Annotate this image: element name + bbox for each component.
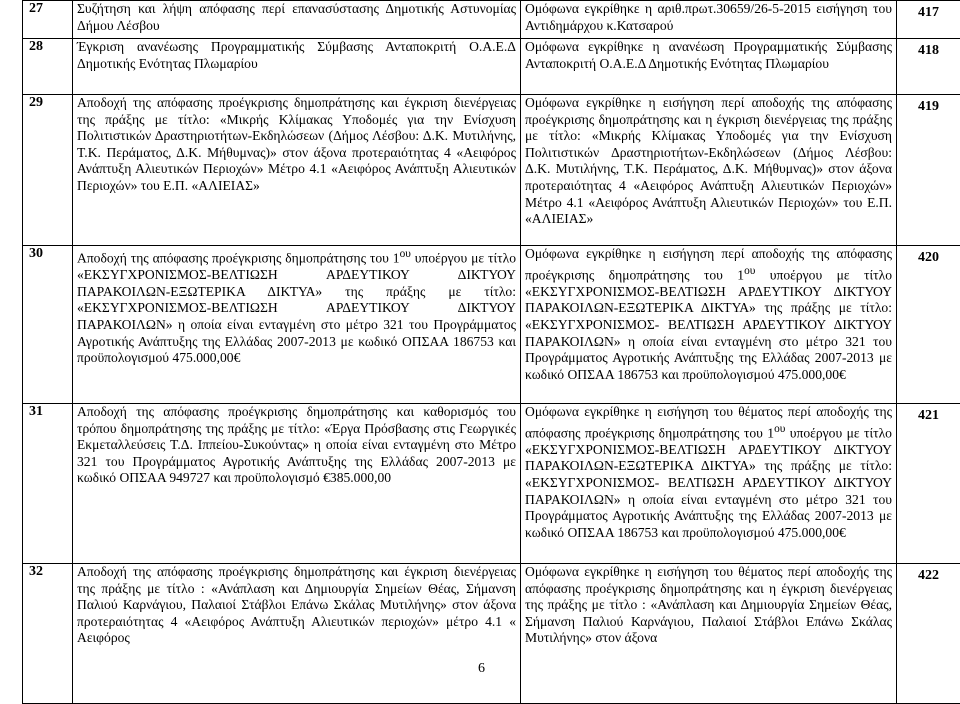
subject-cell: Έγκριση ανανέωσης Προγραμματικής Σύμβασης Ανταποκριτή Ο.Α.Ε.Δ Δημοτικής Ενότητας Πλωμαρίου: [73, 39, 521, 95]
table-row: [23, 404, 960, 564]
decision-code: 421: [897, 404, 960, 564]
subject-cell: [73, 246, 521, 404]
subject-cell: Αποδοχή της απόφασης προέγκρισης δημοπράτησης και έγκριση διενέργειας της πράξης με τίτλο : «Ανάπλαση και Δημιουργία Σημείων Θέας, Σήμανση Παλιού Καρνάγιου, Παλαιοί Στάβλοι Επάνω Σκάλας Μυτιλήνης» στον άξονα προτεραιότητας 4 «Αειφόρος Ανάπτυξη Αλιευτικών περιοχών» μέτρο 4.1 « Αειφόρος: [73, 564, 521, 704]
table-row: [23, 564, 960, 704]
decision-cell: Ομόφωνα εγκρίθηκε η εισήγηση περί αποδοχής της απόφασης προέγκρισης δημοπράτησης και η έγκριση διενέργειας της πράξης με τίτλο: «Μικρής Κλίμακας Υποδομές για την Ενίσχυση Πολιτιστικών Δραστηριοτήτων-Εκδηλώσεων (Δήμος Λέσβου: Δ.Κ. Μυτιλήνης, Τ.Κ. Περάματος, Δ.Κ. Μήθυμνας)» στον άξονα προτεραιότητας 4 «Αειφόρος Ανάπτυξη Αλιευτικών Περιοχών» Μέτρο 4.1 «Αειφόρος Ανάπτυξη Αλιευτικών Περιοχών» του Ε.Π. «ΑΛΙΕΙΑΣ»: [521, 95, 897, 246]
table-row: [23, 246, 960, 404]
ordinal-superscript: ου: [400, 248, 411, 260]
decision-cell: Ομόφωνα εγκρίθηκε η ανανέωση Προγραμματικής Σύμβασης Ανταποκριτή Ο.Α.Ε.Δ Δημοτικής Ενότητας Πλωμαρίου: [521, 39, 897, 95]
decision-cell: Ομόφωνα εγκρίθηκε η αριθ.πρωτ.30659/26-5-2015 εισήγηση του Αντιδημάρχου κ.Κατσαρού: [521, 1, 897, 39]
decision-code: 417: [897, 1, 960, 39]
subject-cell: Συζήτηση και λήψη απόφασης περί επανασύστασης Δημοτικής Αστυνομίας Δήμου Λέσβου: [73, 1, 521, 39]
subject-text: Αποδοχή της απόφασης προέγκρισης δημοπράτησης του 1: [77, 251, 400, 266]
table-row: [23, 95, 960, 246]
row-number: 31: [23, 404, 73, 564]
decision-code: 422: [897, 564, 960, 704]
subject-cell: Αποδοχή της απόφασης προέγκρισης δημοπράτησης και έγκριση διενέργειας της πράξης με τίτλο: «Μικρής Κλίμακας Υποδομές για την Ενίσχυση Πολιτιστικών Δραστηριοτήτων-Εκδηλώσεων (Δήμος Λέσβου: Δ.Κ. Μυτιλήνης, Τ.Κ. Περάματος, Δ.Κ. Μήθυμνας)» στον άξονα προτεραιότητας 4 «Αειφόρος Ανάπτυξη Αλιευτικών Περιοχών» Μέτρο 4.1 «Αειφόρος Ανάπτυξη Αλιευτικών Περιοχών» του Ε.Π. «ΑΛΙΕΙΑΣ»: [73, 95, 521, 246]
table-row: [23, 1, 960, 39]
row-number: 29: [23, 95, 73, 246]
row-number: 28: [23, 39, 73, 95]
table-row: [23, 39, 960, 95]
row-number: 32: [23, 564, 73, 704]
decision-text: υποέργου με τίτλο «ΕΚΣΥΓΧΡΟΝΙΣΜΟΣ-ΒΕΛΤΙΩΣΗ ΑΡΔΕΥΤΙΚΟΥ ΔΙΚΤΥΟΥ ΠΑΡΑΚΟΙΛΩΝ-ΕΞΩΤΕΡΙΚΑ ΔΙΚΤΥΑ» της πράξης με τίτλο: «ΕΚΣΥΓΧΡΟΝΙΣΜΟΣ- ΒΕΛΤΙΩΣΗ ΑΡΔΕΥΤΙΚΟΥ ΔΙΚΤΥΟΥ ΠΑΡΑΚΟΙΛΩΝ» η οποία είναι ενταγμένη στο μέτρο 321 του Προγράμματος Αγροτικής Ανάπτυξης της Ελλάδας 2007-2013 με κωδικό ΟΠΣΑΑ 186753 και προϋπολογισμού 475.000,00€: [525, 425, 892, 540]
decision-code: 420: [897, 246, 960, 404]
decision-text: Ομόφωνα εγκρίθηκε η εισήγηση του θέματος περί αποδοχής της απόφασης προέγκρισης δημοπράτησης του 1: [525, 404, 892, 440]
subject-text: υποέργου με τίτλο «ΕΚΣΥΓΧΡΟΝΙΣΜΟΣ-ΒΕΛΤΙΩΣΗ ΑΡΔΕΥΤΙΚΟΥ ΔΙΚΤΥΟΥ ΠΑΡΑΚΟΙΛΩΝ-ΕΞΩΤΕΡΙΚΑ ΔΙΚΤΥΑ» της πράξης με τίτλο: «ΕΚΣΥΓΧΡΟΝΙΣΜΟΣ-ΒΕΛΤΙΩΣΗ ΑΡΔΕΥΤΙΚΟΥ ΔΙΚΤΥΟΥ ΠΑΡΑΚΟΙΛΩΝ» η οποία είναι ενταγμένη στο μέτρο 321 του Προγράμματος Αγροτικής Ανάπτυξης της Ελλάδας 2007-2013 με κωδικό ΟΠΣΑΑ 186753 και προϋπολογισμού 475.000,00€: [77, 251, 516, 366]
decision-text: Ομόφωνα εγκρίθηκε η εισήγηση περί αποδοχής της απόφασης προέγκρισης δημοπράτησης του 1: [525, 246, 892, 282]
ordinal-superscript: ου: [774, 423, 785, 435]
decisions-table: [22, 0, 960, 704]
decision-cell: [521, 404, 897, 564]
decision-cell: [521, 246, 897, 404]
row-number: 27: [23, 1, 73, 39]
subject-cell: Αποδοχή της απόφασης προέγκρισης δημοπράτησης και καθορισμός του τρόπου δημοπράτησης της πράξης με τίτλο: «Έργα Πρόσβασης στις Γεωργικές Εκμεταλλεύσεις Τ.Δ. Ιππείου-Συκούντας» η οποία είναι ενταγμένη στο Μέτρο 321 του Προγράμματος Αγροτικής Ανάπτυξης της Ελλάδας 2007-2013 με κωδικό ΟΠΣΑΑ 949727 και προϋπολογισμό €385.000,00: [73, 404, 521, 564]
decision-code: 418: [897, 39, 960, 95]
ordinal-superscript: ου: [744, 265, 755, 277]
decision-code: 419: [897, 95, 960, 246]
decision-cell: Ομόφωνα εγκρίθηκε η εισήγηση του θέματος περί αποδοχής της απόφασης προέγκρισης δημοπράτησης και η έγκριση διενέργειας της πράξης με τίτλο : «Ανάπλαση και Δημιουργία Σημείων Θέας, Σήμανση Παλιού Καρνάγιου, Παλαιοί Στάβλοι Επάνω Σκάλας Μυτιλήνης» στον άξονα: [521, 564, 897, 704]
page-number: 6: [478, 661, 485, 677]
row-number: 30: [23, 246, 73, 404]
decision-text: υποέργου με τίτλο «ΕΚΣΥΓΧΡΟΝΙΣΜΟΣ-ΒΕΛΤΙΩΣΗ ΑΡΔΕΥΤΙΚΟΥ ΔΙΚΤΥΟΥ ΠΑΡΑΚΟΙΛΩΝ-ΕΞΩΤΕΡΙΚΑ ΔΙΚΤΥΑ» της πράξης με τίτλο: «ΕΚΣΥΓΧΡΟΝΙΣΜΟΣ- ΒΕΛΤΙΩΣΗ ΑΡΔΕΥΤΙΚΟΥ ΔΙΚΤΥΟΥ ΠΑΡΑΚΟΙΛΩΝ» η οποία είναι ενταγμένη στο μέτρο 321 του Προγράμματος Αγροτικής Ανάπτυξης της Ελλάδας 2007-2013 με κωδικό ΟΠΣΑΑ 186753 και προϋπολογισμού 475.000,00€: [525, 267, 892, 382]
